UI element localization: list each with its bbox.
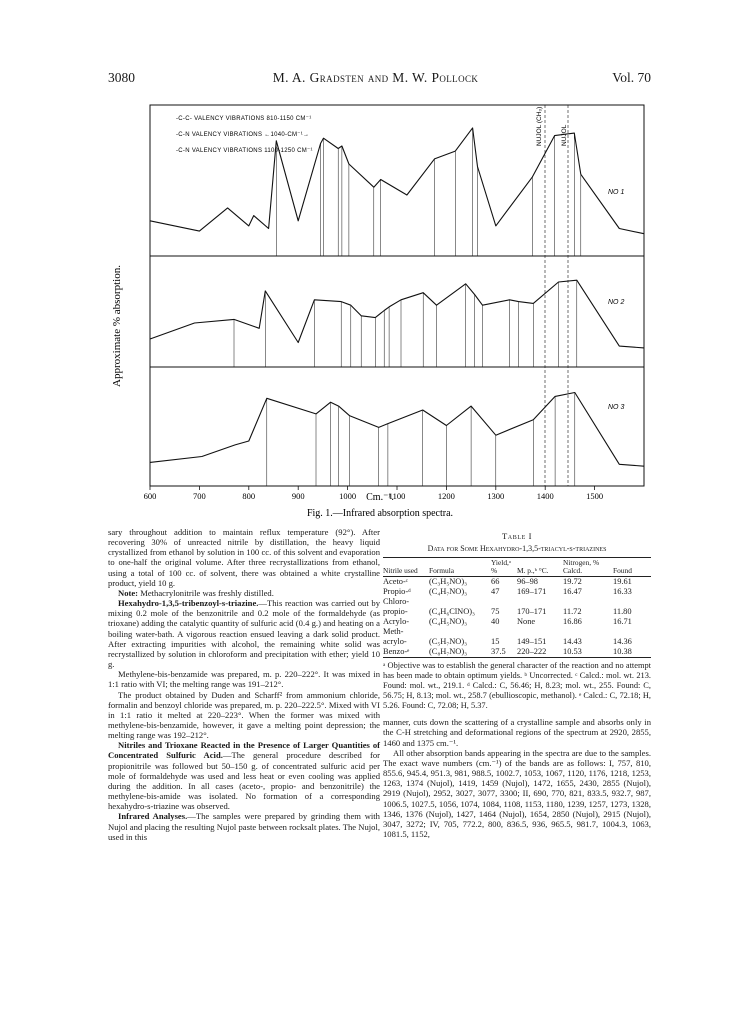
table-cell: 11.80 (613, 607, 632, 617)
table-cell: 220–222 (517, 647, 563, 658)
table-cell (613, 627, 651, 637)
table-cell: None (517, 617, 536, 627)
table-row (383, 577, 651, 588)
table-cell: propio- (383, 607, 408, 617)
table-cell: 10.38 (613, 647, 651, 658)
table-cell: 16.71 (613, 617, 632, 627)
table-cell: 149–151 (517, 637, 547, 647)
section-text: —This reaction was carried out by mixing 0.2 mole of the benzonitrile and 0.2 mole of the formaldehyde (as trioxane) adding the catalytic quantity of sulfuric acid (0.4 g.) and heating on a boiling water-bath. A vigorous reaction ensued leaving a dark solid product. After extracting impurities with alcohol, the remaining white solid was recrystallized by solution in chloroform and precipitation with ether; yield 10 g. (108, 598, 380, 670)
data-table (383, 557, 651, 658)
series-layer (150, 128, 644, 486)
section-paragraph (108, 740, 380, 811)
section-heading: Infrared Analyses. (118, 811, 188, 822)
spectrum-trace-2 (150, 280, 644, 348)
table-cell: 10.53 (563, 647, 613, 658)
table-row (383, 617, 651, 627)
table-row (383, 647, 651, 658)
table-row (383, 607, 651, 617)
table-row (383, 587, 651, 597)
note-text: Methacrylonitrile was freshly distilled. (138, 587, 274, 598)
table-header: Found (613, 558, 651, 577)
trace-label-no2: NO 2 (608, 299, 625, 306)
plot-frame (150, 105, 644, 486)
x-tick-label: 1000 (339, 491, 357, 501)
table-cell: Meth- (383, 627, 404, 637)
nujol-label: NUJOL (561, 124, 568, 146)
table-cell: Propio-ᵈ (383, 587, 411, 597)
paragraph: The product obtained by Duden and Scharff² from ammonium chloride, formalin and benzoyl chloride was prepared, m. p. 220–222.5°. Mixed with VI in 1:1 ratio it melted at 220–223°. When the former was mixed with methylene-bis-benzamide, however, it gave a melting point depression; the melting range was 192–212°. (108, 689, 380, 741)
spectrum-trace-1 (150, 128, 644, 234)
table-cell (563, 597, 613, 607)
paragraph: sary throughout addition to maintain reflux temperature (92°). After recovering 30% of unreacted nitrile by distillation, the heavy liquid crystallized from ethanol by solution in 100 cc. of this solvent and evaporation to one-half the original volume. After three recrystallizations from ethanol, using a total of 100 cc. of solvent, there was obtained a white crystalline product, yield 10 g. (108, 527, 380, 588)
table-cell: (C₄H₅NO)₃ (429, 617, 468, 627)
legend-cn-valency: -C-N VALENCY VIBRATIONS ←1040-CM⁻¹→ (176, 132, 310, 138)
section-text: —The samples were prepared by grinding them with Nujol and placing the resulting Nujol paste between rocksalt plates. The Nujol, used in this (108, 811, 380, 842)
x-tick-label: 1200 (437, 491, 455, 501)
table-cell: 19.61 (613, 577, 632, 587)
table-footnotes: ᵃ Objective was to establish the general character of the reaction and no attempt has been made to obtain optimum yields. ᵇ Uncorrected. ᶜ Calcd.: mol. wt. 213. Found: mol. wt., 219.1. ᵈ Calcd.: C, 56.46; H, 8.23; mol. wt., 255. Found: C, 56.75; H, 8.13; mol. wt., 258.7 (ebullioscopic, methanol). ᵉ Calcd.: C, 72.18; H, 5.26. Found: C, 72.08; H, 5.37. (383, 661, 651, 711)
legend-cn-valency-2: -C-N VALENCY VIBRATIONS 1100-1250 CM⁻¹ (176, 148, 313, 154)
infrared-spectra-figure (100, 88, 660, 520)
table-cell (613, 597, 651, 607)
table-cell: 66 (491, 577, 500, 587)
x-axis-label: Cm.⁻¹. (366, 492, 394, 503)
table-cell: acrylo- (383, 637, 407, 647)
table-cell: 19.72 (563, 577, 582, 587)
table-cell (429, 627, 491, 637)
table-cell: 11.72 (563, 607, 582, 617)
x-tick-label: 900 (291, 491, 305, 501)
right-column-text (383, 527, 651, 839)
table-cell: 16.33 (613, 587, 632, 597)
table-cell: 96–98 (517, 577, 538, 587)
table-header: Yield,ᵃ % (491, 558, 517, 577)
table-cell: 16.86 (563, 617, 582, 627)
note-label: Note: (118, 587, 139, 598)
section-heading: Nitriles and Trioxane Reacted in the Presence of Larger Quantities of Concentrated Sulfuric Acid. (108, 740, 380, 761)
trace-label-no3: NO 3 (608, 404, 625, 411)
x-tick-label: 800 (242, 491, 256, 501)
table-cell: 14.43 (563, 637, 582, 647)
table-header: Nitrile used (383, 558, 429, 577)
table-cell (563, 627, 613, 637)
table-cell: Aceto-ᶜ (383, 577, 408, 587)
paragraph: manner, cuts down the scattering of a crystalline sample and absorbs only in the C-H stretching and deformational regions of the spectrum at 2920, 2855, 1460 and 1375 cm.⁻¹. (383, 717, 651, 748)
section-paragraph (108, 598, 380, 669)
note-paragraph (108, 588, 380, 598)
x-tick-label: 700 (193, 491, 206, 501)
table-cell: 40 (491, 617, 500, 627)
table-cell: 170–171 (517, 607, 547, 617)
table-cell: Acrylo- (383, 617, 410, 627)
table-cell (517, 627, 563, 637)
table-cell: Benzo-ᵉ (383, 647, 429, 658)
table-row (383, 637, 651, 647)
table-title: Table I (501, 531, 533, 541)
table-cell: Chloro- (383, 597, 410, 607)
table-cell: (C₄H₇NO)₃ (429, 587, 468, 597)
table-cell: 16.47 (563, 587, 582, 597)
x-tick-label: 1300 (487, 491, 505, 501)
legend-cc-valency: -C-C- VALENCY VIBRATIONS 810-1150 CM⁻¹ (176, 116, 312, 122)
table-cell: 47 (491, 587, 500, 597)
spectra-chart (100, 88, 660, 520)
paragraph: Methylene-bis-benzamide was prepared, m. p. 220–222°. It was mixed in 1:1 ratio with VI; the melting range was 191–212°. (108, 669, 380, 690)
table-cell: (C₅H₇NO)₃ (429, 637, 468, 647)
section-paragraph (108, 811, 380, 841)
table-cell: (C₈H₇NO)₃ (429, 647, 491, 658)
table-cell: 169–171 (517, 587, 547, 597)
table-cell (517, 597, 563, 607)
left-column-text (108, 527, 380, 842)
y-axis-label: Approximate % absorption. (111, 265, 123, 387)
running-header-authors: M. A. Gradsten and M. W. Pollock (272, 70, 479, 85)
x-tick-label: 1500 (586, 491, 604, 501)
x-tick-label: 1400 (536, 491, 554, 501)
table-cell (491, 597, 517, 607)
nujol-ch3-label: NUJOL (CH₃) (536, 106, 543, 146)
table-cell (429, 597, 491, 607)
section-heading: Hexahydro-1,3,5-tribenzoyl-s-triazine. (118, 598, 259, 609)
x-tick-label: 1100 (388, 491, 406, 501)
table-cell: 75 (491, 607, 500, 617)
section-text: —The general procedure described for propionitrile was followed but 50–150 g. of concentrated sulfuric acid per mole of formaldehyde was used and less heat or even cooling was applied during the addition. In all cases (aceto-, propio- and benzonitrile) the methylene-bis-amide was isolated. No formation of a corresponding hexahydro-s-triazine was observed. (108, 750, 380, 812)
table-cell (491, 627, 517, 637)
table-body (383, 577, 651, 658)
paragraph: All other absorption bands appearing in the spectra are due to the samples. The exact wave numbers (cm.⁻¹) of the bands are as follows: I, 757, 810, 855.6, 945.4, 951.3, 981, 988.5, 1002.7, 1053, 1067, 1120, 1176, 1218, 1253, 1263, 1374 (Nujol), 1419, 1459 (Nujol), 1472, 1655, 2430, 2855 (Nujol), 2919 (Nujol), 2952, 3027, 3077, 3300; II, 690, 770, 821, 833.5, 932.7, 987, 1006.5, 1027.5, 1056, 1074, 1084, 1108, 1153, 1180, 1239, 1257, 1273, 1328, 1346, 1376 (Nujol), 1427, 1464 (Nujol), 1654, 2850 (Nujol), 2915 (Nujol), 3047, 3272; IV, 705, 772.2, 800, 836.5, 936, 965.5, 981.7, 1004.3, 1063, 1081.5, 1152, (383, 747, 651, 840)
page-number: 3080 (108, 70, 135, 85)
table-header: M. p.,ᵇ °C. (517, 558, 563, 577)
table-header: Formula (429, 558, 491, 577)
table-row (383, 627, 651, 637)
table-cell: (C₃H₅NO)₃ (429, 577, 468, 587)
table-cell: 14.36 (613, 637, 632, 647)
x-tick-label: 600 (143, 491, 157, 501)
figure-caption: Fig. 1.—Infrared absorption spectra. (306, 508, 454, 519)
table-subtitle: Data for Some Hexahydro-1,3,5-triacyl-s-triazines (427, 544, 607, 554)
table-row (383, 597, 651, 607)
table-cell: 37.5 (491, 647, 517, 658)
trace-label-no1: NO 1 (608, 189, 625, 196)
spectrum-trace-3 (150, 393, 644, 467)
table-cell: 15 (491, 637, 500, 647)
volume-label: Vol. 70 (612, 70, 651, 85)
table-cell: (C₄H₆ClNO)₃ (429, 607, 475, 617)
table-header: Nitrogen, % Calcd. (563, 558, 613, 577)
